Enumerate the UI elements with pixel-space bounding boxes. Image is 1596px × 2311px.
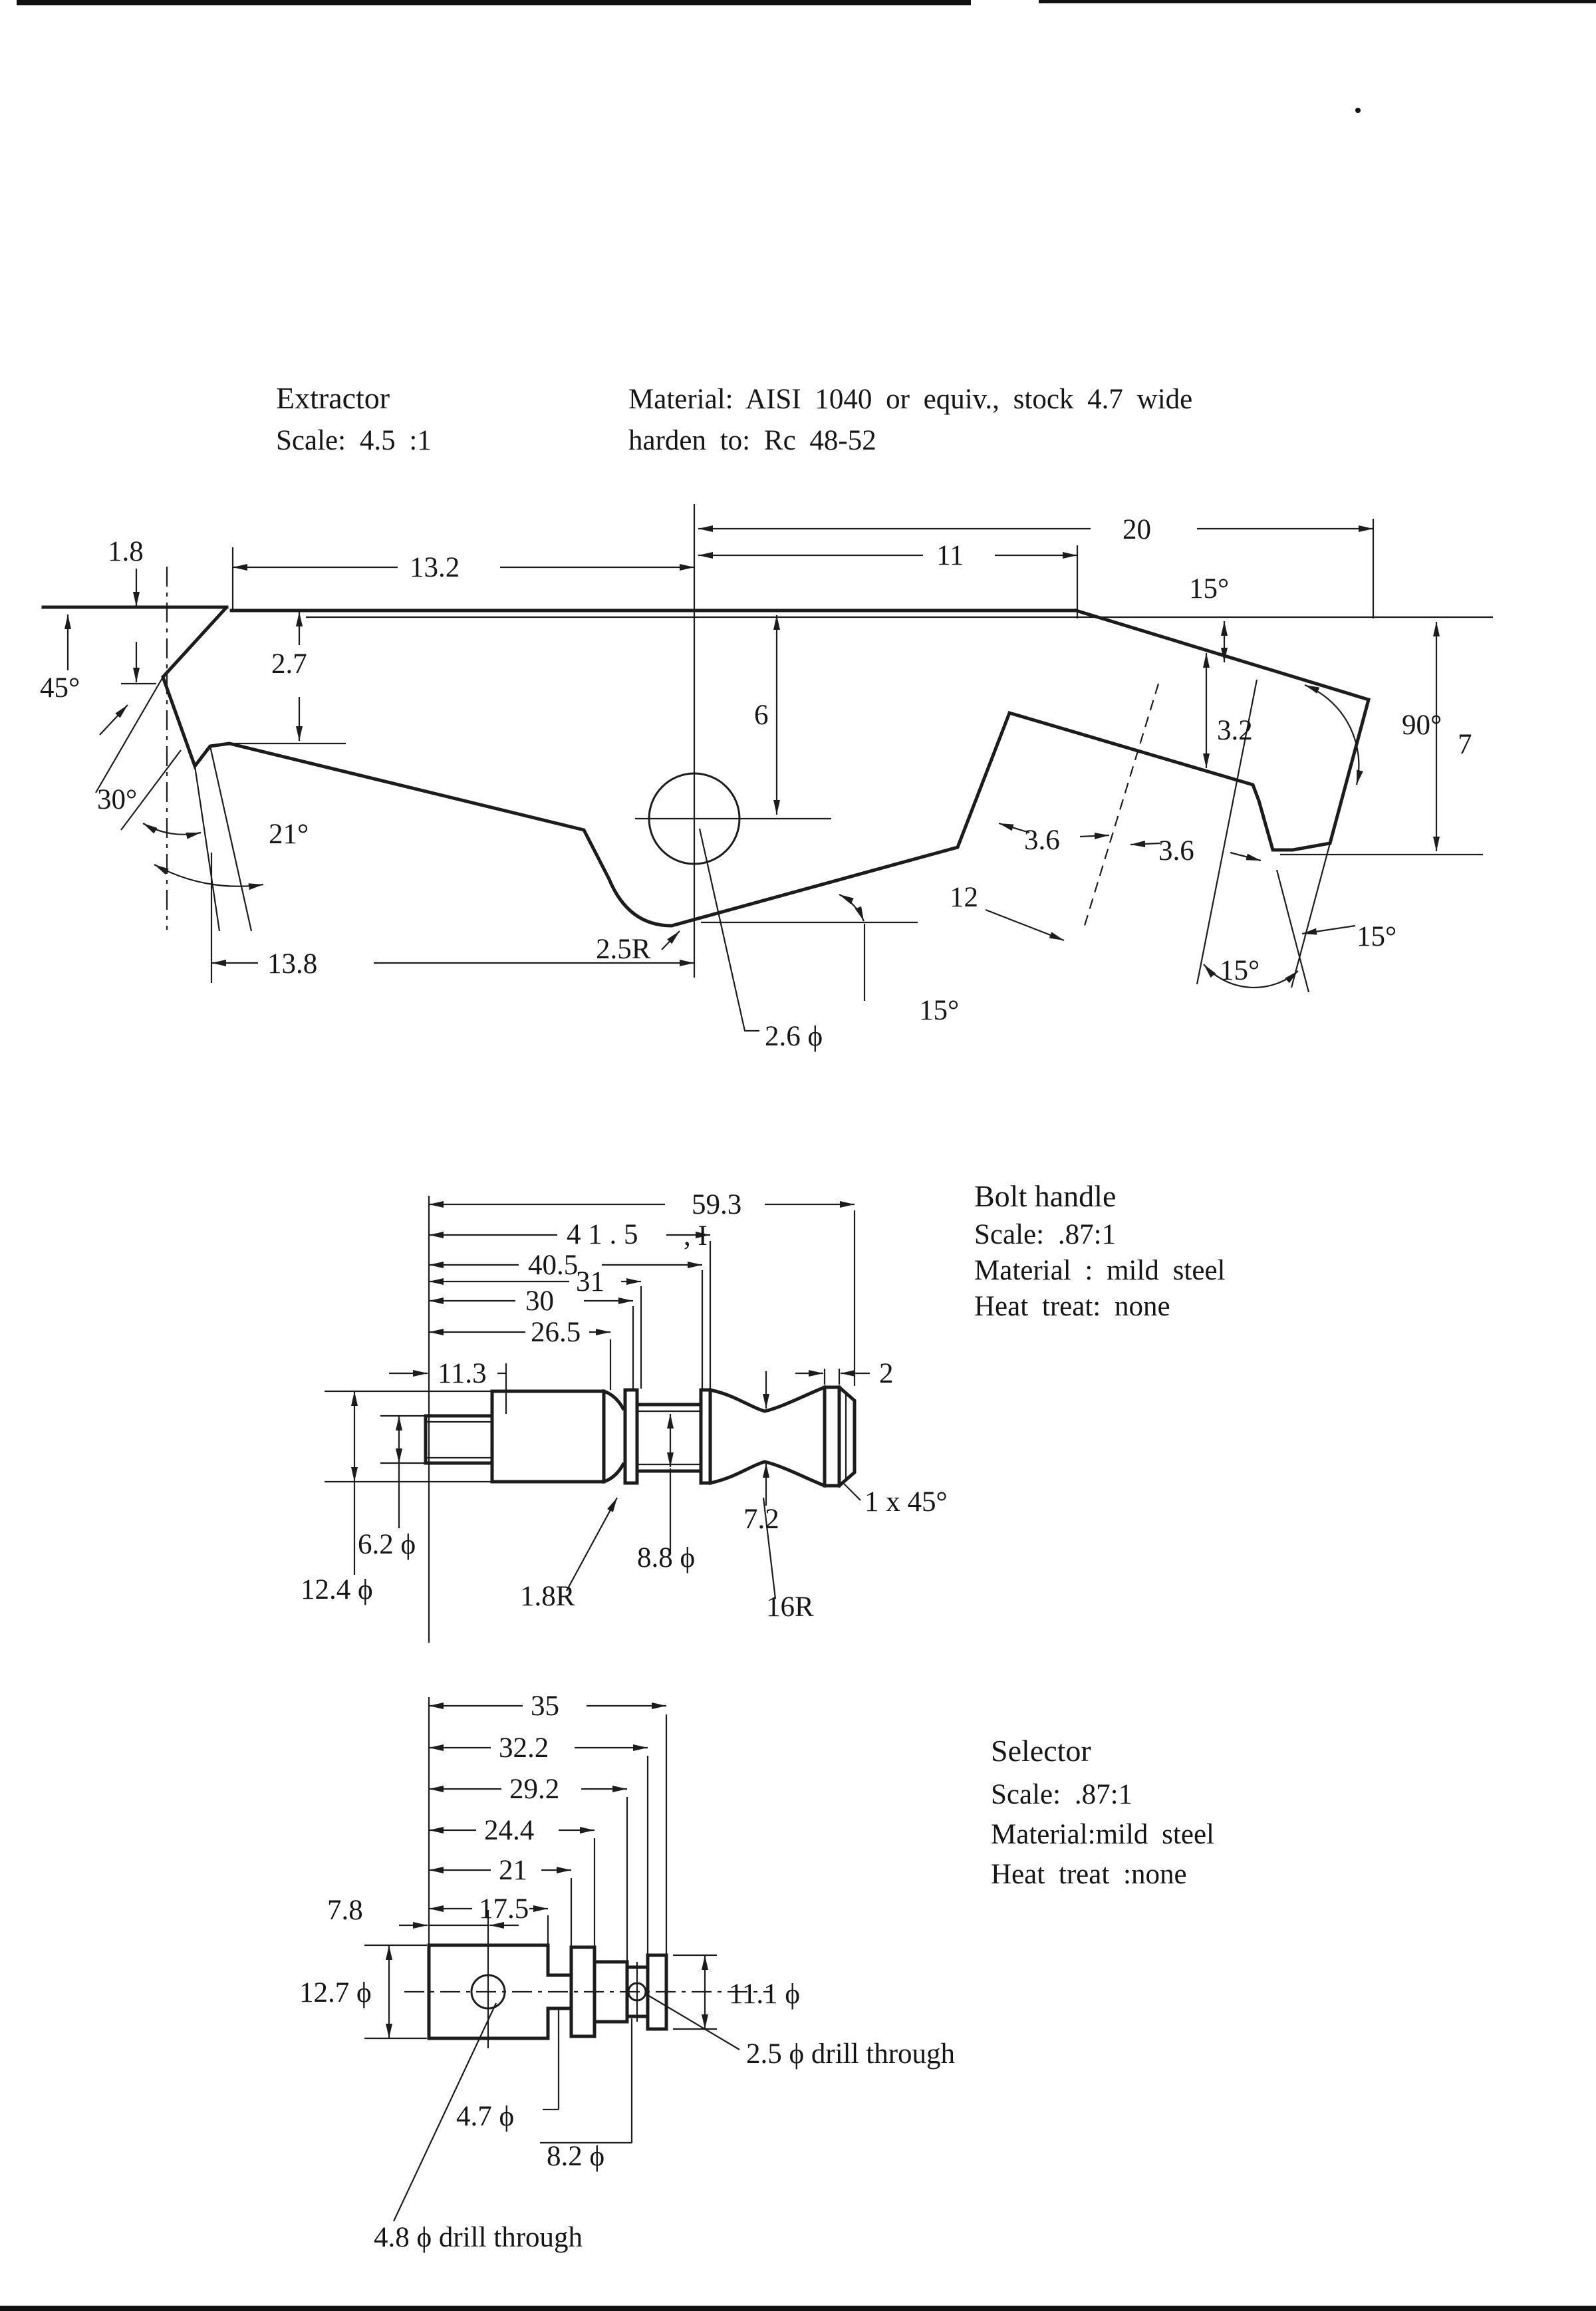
- extractor-drawing: [40, 504, 1493, 1052]
- bolt-handle-outline: [426, 1387, 855, 1486]
- dim-7-8: 7.8: [327, 1895, 363, 1926]
- dim-7-2: 7.2: [743, 1504, 779, 1535]
- extractor-dimension-lines: [68, 529, 1436, 988]
- dim-2-6-dia: 2.6 ϕ: [765, 1021, 823, 1052]
- extractor-hardening: harden to: Rc 48-52: [628, 425, 876, 456]
- dim-2: 2: [879, 1358, 894, 1389]
- bolt-handle-construction-lines: [325, 1196, 861, 1643]
- bolt-handle-heat-treat: Heat treat: none: [974, 1291, 1170, 1322]
- extractor-material: Material: AISI 1040 or equiv., stock 4.7 wide: [628, 384, 1193, 415]
- angle-15-bottom-right: 15°: [1357, 921, 1397, 952]
- dim-2-7: 2.7: [271, 648, 307, 680]
- radius-16: 16R: [766, 1591, 814, 1623]
- dim-40-5: 40.5: [528, 1250, 579, 1281]
- dim-artifact: , I: [684, 1220, 708, 1252]
- radius-2-5: 2.5R: [596, 934, 651, 965]
- bolt-handle-material: Material : mild steel: [974, 1255, 1226, 1286]
- dim-32-2: 32.2: [499, 1732, 549, 1764]
- dim-12-4-dia: 12.4 ϕ: [301, 1574, 373, 1605]
- dim-8-2-dia: 8.2 ϕ: [547, 2141, 605, 2172]
- dim-6-2-dia: 6.2 ϕ: [358, 1529, 416, 1560]
- selector-scale: Scale: .87:1: [991, 1779, 1133, 1810]
- bolt-handle-title-block: [974, 1179, 1226, 1322]
- angle-15-teeth: 15°: [1220, 955, 1260, 986]
- dim-4-7-dia: 4.7 ϕ: [456, 2101, 515, 2132]
- dim-13-8: 13.8: [267, 948, 318, 980]
- dim-17-5: 17.5: [479, 1893, 529, 1925]
- dim-8-8-dia: 8.8 ϕ: [637, 1542, 696, 1573]
- radius-1-8: 1.8R: [520, 1581, 575, 1612]
- extractor-dimension-labels: [40, 514, 1472, 1052]
- dim-11-1-dia: 11.1 ϕ: [729, 1978, 801, 2010]
- dim-7: 7: [1458, 729, 1472, 760]
- dim-6: 6: [754, 700, 769, 731]
- selector-drawing: [299, 1691, 955, 2253]
- dim-26-5: 26.5: [531, 1317, 581, 1348]
- selector-title-block: [991, 1734, 1214, 1890]
- angle-90: 90°: [1402, 710, 1442, 741]
- angle-15-mid: 15°: [919, 995, 960, 1026]
- selector-heat-treat: Heat treat :none: [991, 1859, 1187, 1890]
- angle-45: 45°: [40, 672, 80, 704]
- dim-31: 31: [576, 1266, 604, 1297]
- extractor-scale: Scale: 4.5 :1: [276, 425, 432, 456]
- dim-11-3: 11.3: [438, 1358, 487, 1389]
- dim-1-8: 1.8: [108, 536, 144, 567]
- dim-2-5-drill: 2.5 ϕ drill through: [746, 2038, 956, 2070]
- bolt-handle-drawing: [301, 1189, 948, 1643]
- dim-3-6-left: 3.6: [1024, 825, 1060, 856]
- dim-4-8-drill: 4.8 ϕ drill through: [374, 2222, 583, 2253]
- chamfer-1x45: 1 x 45°: [864, 1486, 948, 1518]
- dim-3-2: 3.2: [1217, 715, 1253, 746]
- dim-41-5: 4 1 . 5: [567, 1219, 638, 1250]
- dim-29-2: 29.2: [509, 1774, 560, 1805]
- dim-11: 11: [936, 540, 964, 571]
- angle-21: 21°: [269, 819, 309, 850]
- dim-24-4: 24.4: [484, 1815, 535, 1846]
- selector-title: Selector: [991, 1734, 1091, 1768]
- dim-3-6-right: 3.6: [1158, 835, 1194, 867]
- bolt-handle-title: Bolt handle: [974, 1179, 1117, 1213]
- dim-12-7-dia: 12.7 ϕ: [299, 1977, 372, 2008]
- extractor-outline: [43, 607, 1369, 926]
- dim-13-2: 13.2: [410, 552, 460, 583]
- dim-20: 20: [1123, 514, 1151, 545]
- bolt-handle-scale: Scale: .87:1: [974, 1219, 1117, 1250]
- extractor-title-block: [276, 381, 1192, 456]
- extractor-title: Extractor: [276, 381, 390, 415]
- dim-59-3: 59.3: [692, 1189, 742, 1220]
- dim-21: 21: [499, 1855, 527, 1886]
- dim-30: 30: [525, 1286, 554, 1317]
- dim-35: 35: [531, 1691, 559, 1722]
- angle-30: 30°: [97, 784, 138, 815]
- dim-12: 12: [950, 882, 978, 913]
- stray-dot-icon: [1355, 108, 1361, 113]
- angle-15-top-right: 15°: [1189, 573, 1230, 605]
- selector-material: Material:mild steel: [991, 1819, 1214, 1850]
